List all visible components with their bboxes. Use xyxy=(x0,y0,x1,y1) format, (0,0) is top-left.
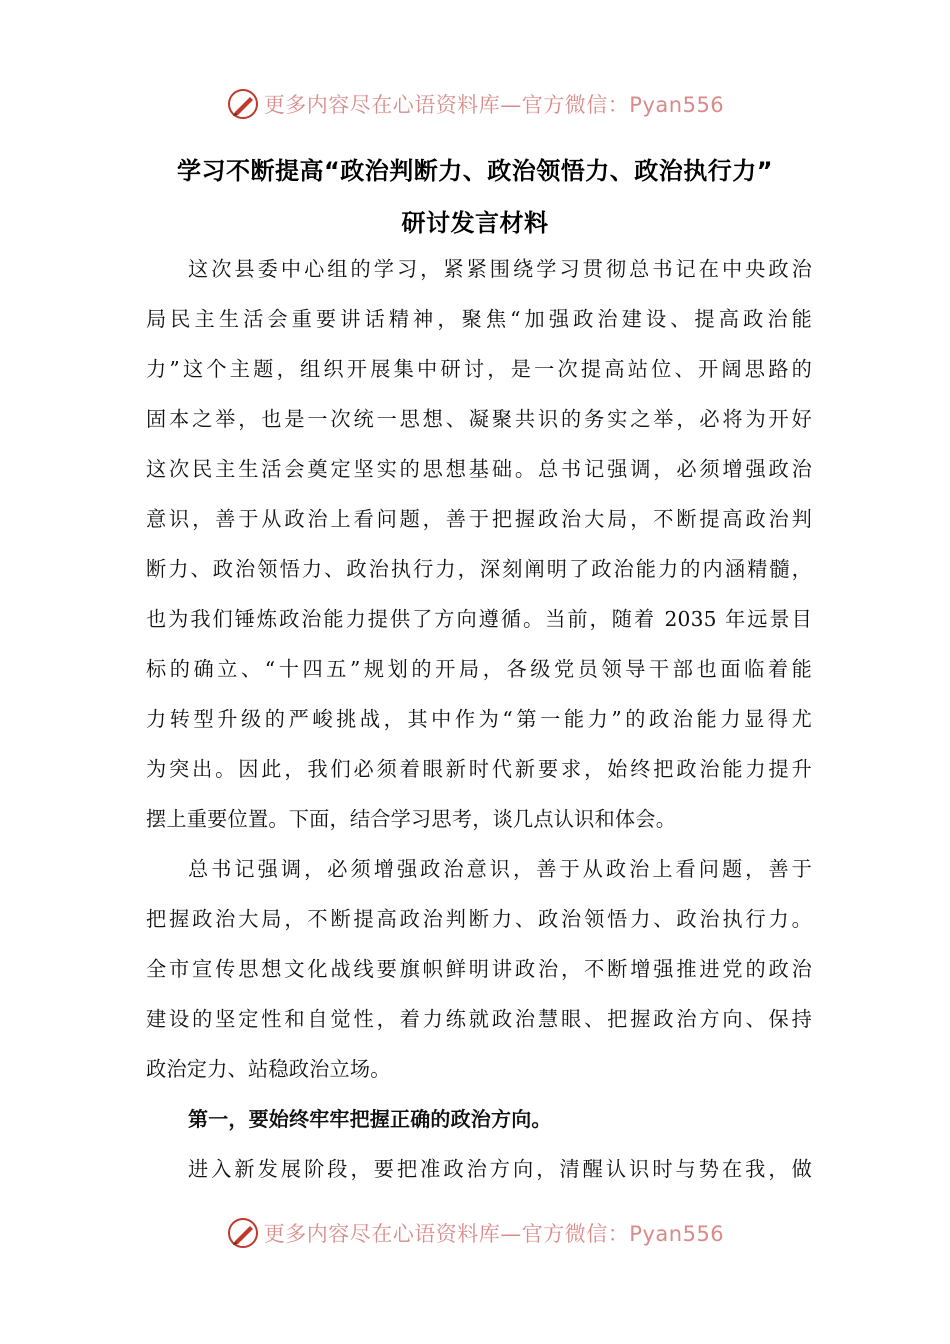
paragraph-line: 这次县委中心组的学习，紧紧围绕学习贯彻总书记在中央政治 xyxy=(188,257,812,281)
paragraph-line: 标的确立、“十四五”规划的开局，各级党员领导干部也面临着能 xyxy=(146,657,812,681)
paragraph-line: 把握政治大局，不断提高政治判断力、政治领悟力、政治执行力。 xyxy=(146,907,812,931)
paragraph-line: 固本之举，也是一次统一思想、凝聚共识的务实之举，必将为开好 xyxy=(146,407,812,431)
paragraph-line: 为突出。因此，我们必须着眼新时代新要求，始终把政治能力提升 xyxy=(146,757,812,781)
paragraph-line: 政治定力、站稳政治立场。 xyxy=(146,1057,391,1081)
document-title-line2: 研讨发言材料 xyxy=(401,209,549,237)
paragraph-line: 局民主生活会重要讲话精神，聚焦“加强政治建设、提高政治能 xyxy=(146,307,812,331)
pen-logo-icon xyxy=(226,1216,260,1250)
document-title-line1: 学习不断提高“政治判断力、政治领悟力、政治执行力” xyxy=(176,157,774,185)
watermark-top xyxy=(0,84,950,124)
paragraph-line: 力转型升级的严峻挑战，其中作为“第一能力”的政治能力显得尤 xyxy=(146,707,812,731)
paragraph-line: 这次民主生活会奠定坚实的思想基础。总书记强调，必须增强政治 xyxy=(146,457,812,481)
watermark-text: 更多内容尽在心语资料库—官方微信：Pyan556 xyxy=(263,1222,725,1246)
watermark-text: 更多内容尽在心语资料库—官方微信：Pyan556 xyxy=(263,93,725,117)
paragraph-line: 也为我们锤炼政治能力提供了方向遵循。当前，随着 2035 年远景目 xyxy=(146,607,812,631)
paragraph-line: 全市宣传思想文化战线要旗帜鲜明讲政治，不断增强推进党的政治 xyxy=(146,957,812,981)
paragraph-line: 断力、政治领悟力、政治执行力，深刻阐明了政治能力的内涵精髓， xyxy=(146,557,812,581)
paragraph-line: 总书记强调，必须增强政治意识，善于从政治上看问题，善于 xyxy=(188,857,812,881)
paragraph-line: 进入新发展阶段，要把准政治方向，清醒认识时与势在我，做 xyxy=(188,1157,812,1181)
paragraph-line: 力”这个主题，组织开展集中研讨，是一次提高站位、开阔思路的 xyxy=(146,357,812,381)
paragraph-line: 摆上重要位置。下面，结合学习思考，谈几点认识和体会。 xyxy=(146,807,677,831)
paragraph-line: 意识，善于从政治上看问题，善于把握政治大局，不断提高政治判 xyxy=(146,507,812,531)
watermark-bottom xyxy=(0,1213,950,1253)
section-heading: 第一，要始终牢牢把握正确的政治方向。 xyxy=(188,1107,552,1131)
paragraph-line: 建设的坚定性和自觉性，着力练就政治慧眼、把握政治方向、保持 xyxy=(146,1007,812,1031)
pen-logo-icon xyxy=(226,87,260,121)
